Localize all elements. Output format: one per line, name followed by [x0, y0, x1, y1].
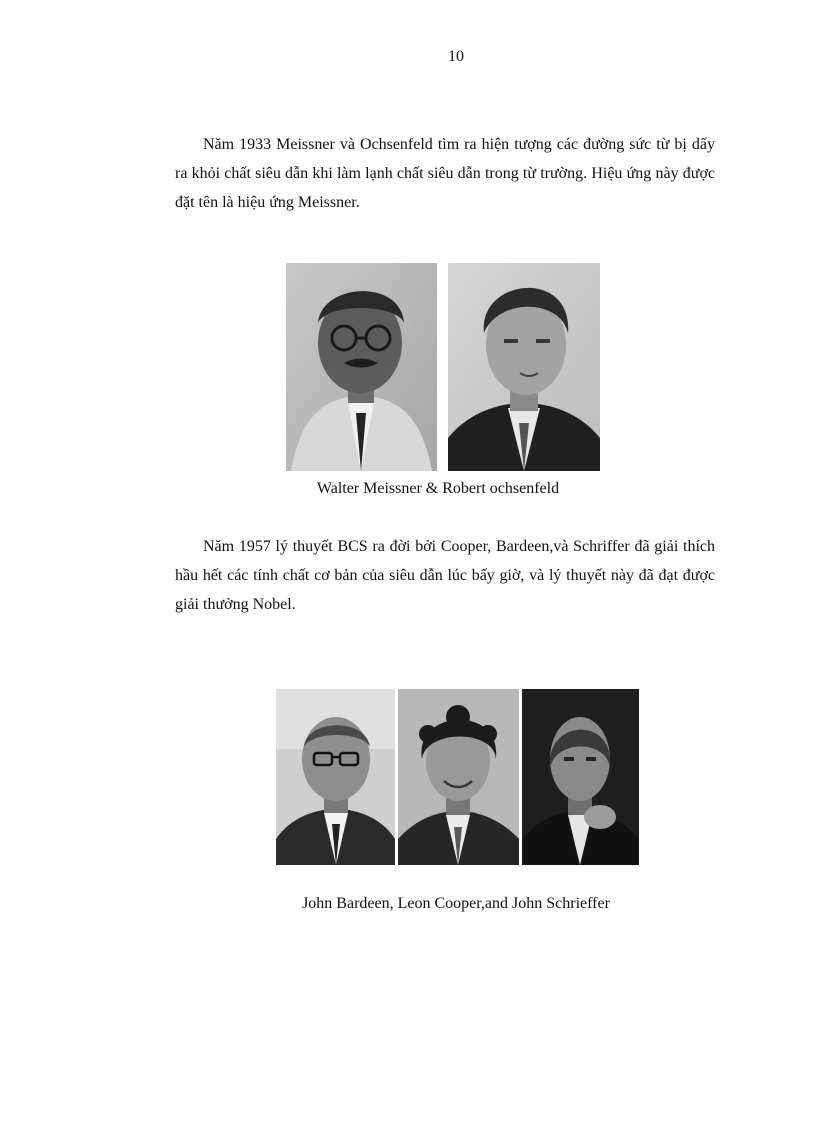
paragraph-bcs-theory — [175, 532, 715, 619]
paragraph-meissner-effect — [175, 130, 715, 217]
figure-caption: Walter Meissner & Robert ochsenfeld — [316, 480, 560, 497]
photo-john-schrieffer — [522, 689, 639, 865]
photo-robert-ochsenfeld — [448, 263, 600, 471]
photo-john-bardeen — [276, 689, 395, 865]
paragraph-text: Năm 1933 Meissner và Ochsenfeld tìm ra hiện tượng các đường sức từ bị dẩy ra khỏi chất siêu dẫn khi làm lạnh chất siêu dẫn trong từ trường. Hiệu ứng này được đặt tên là hiệu ứng Meissner. — [175, 136, 715, 211]
photo-leon-cooper — [398, 689, 519, 865]
figure-caption: John Bardeen, Leon Cooper,and John Schrieffer — [302, 895, 610, 912]
photo-walter-meissner — [286, 263, 437, 471]
page-number: 10 — [448, 48, 464, 65]
paragraph-text: Năm 1957 lý thuyết BCS ra đời bởi Cooper, Bardeen,và Schriffer đã giải thích hầu hết các tính chất cơ bản của siêu dẫn lúc bấy giờ, và lý thuyết này đã đạt được giải thưởng Nobel. — [175, 538, 715, 613]
